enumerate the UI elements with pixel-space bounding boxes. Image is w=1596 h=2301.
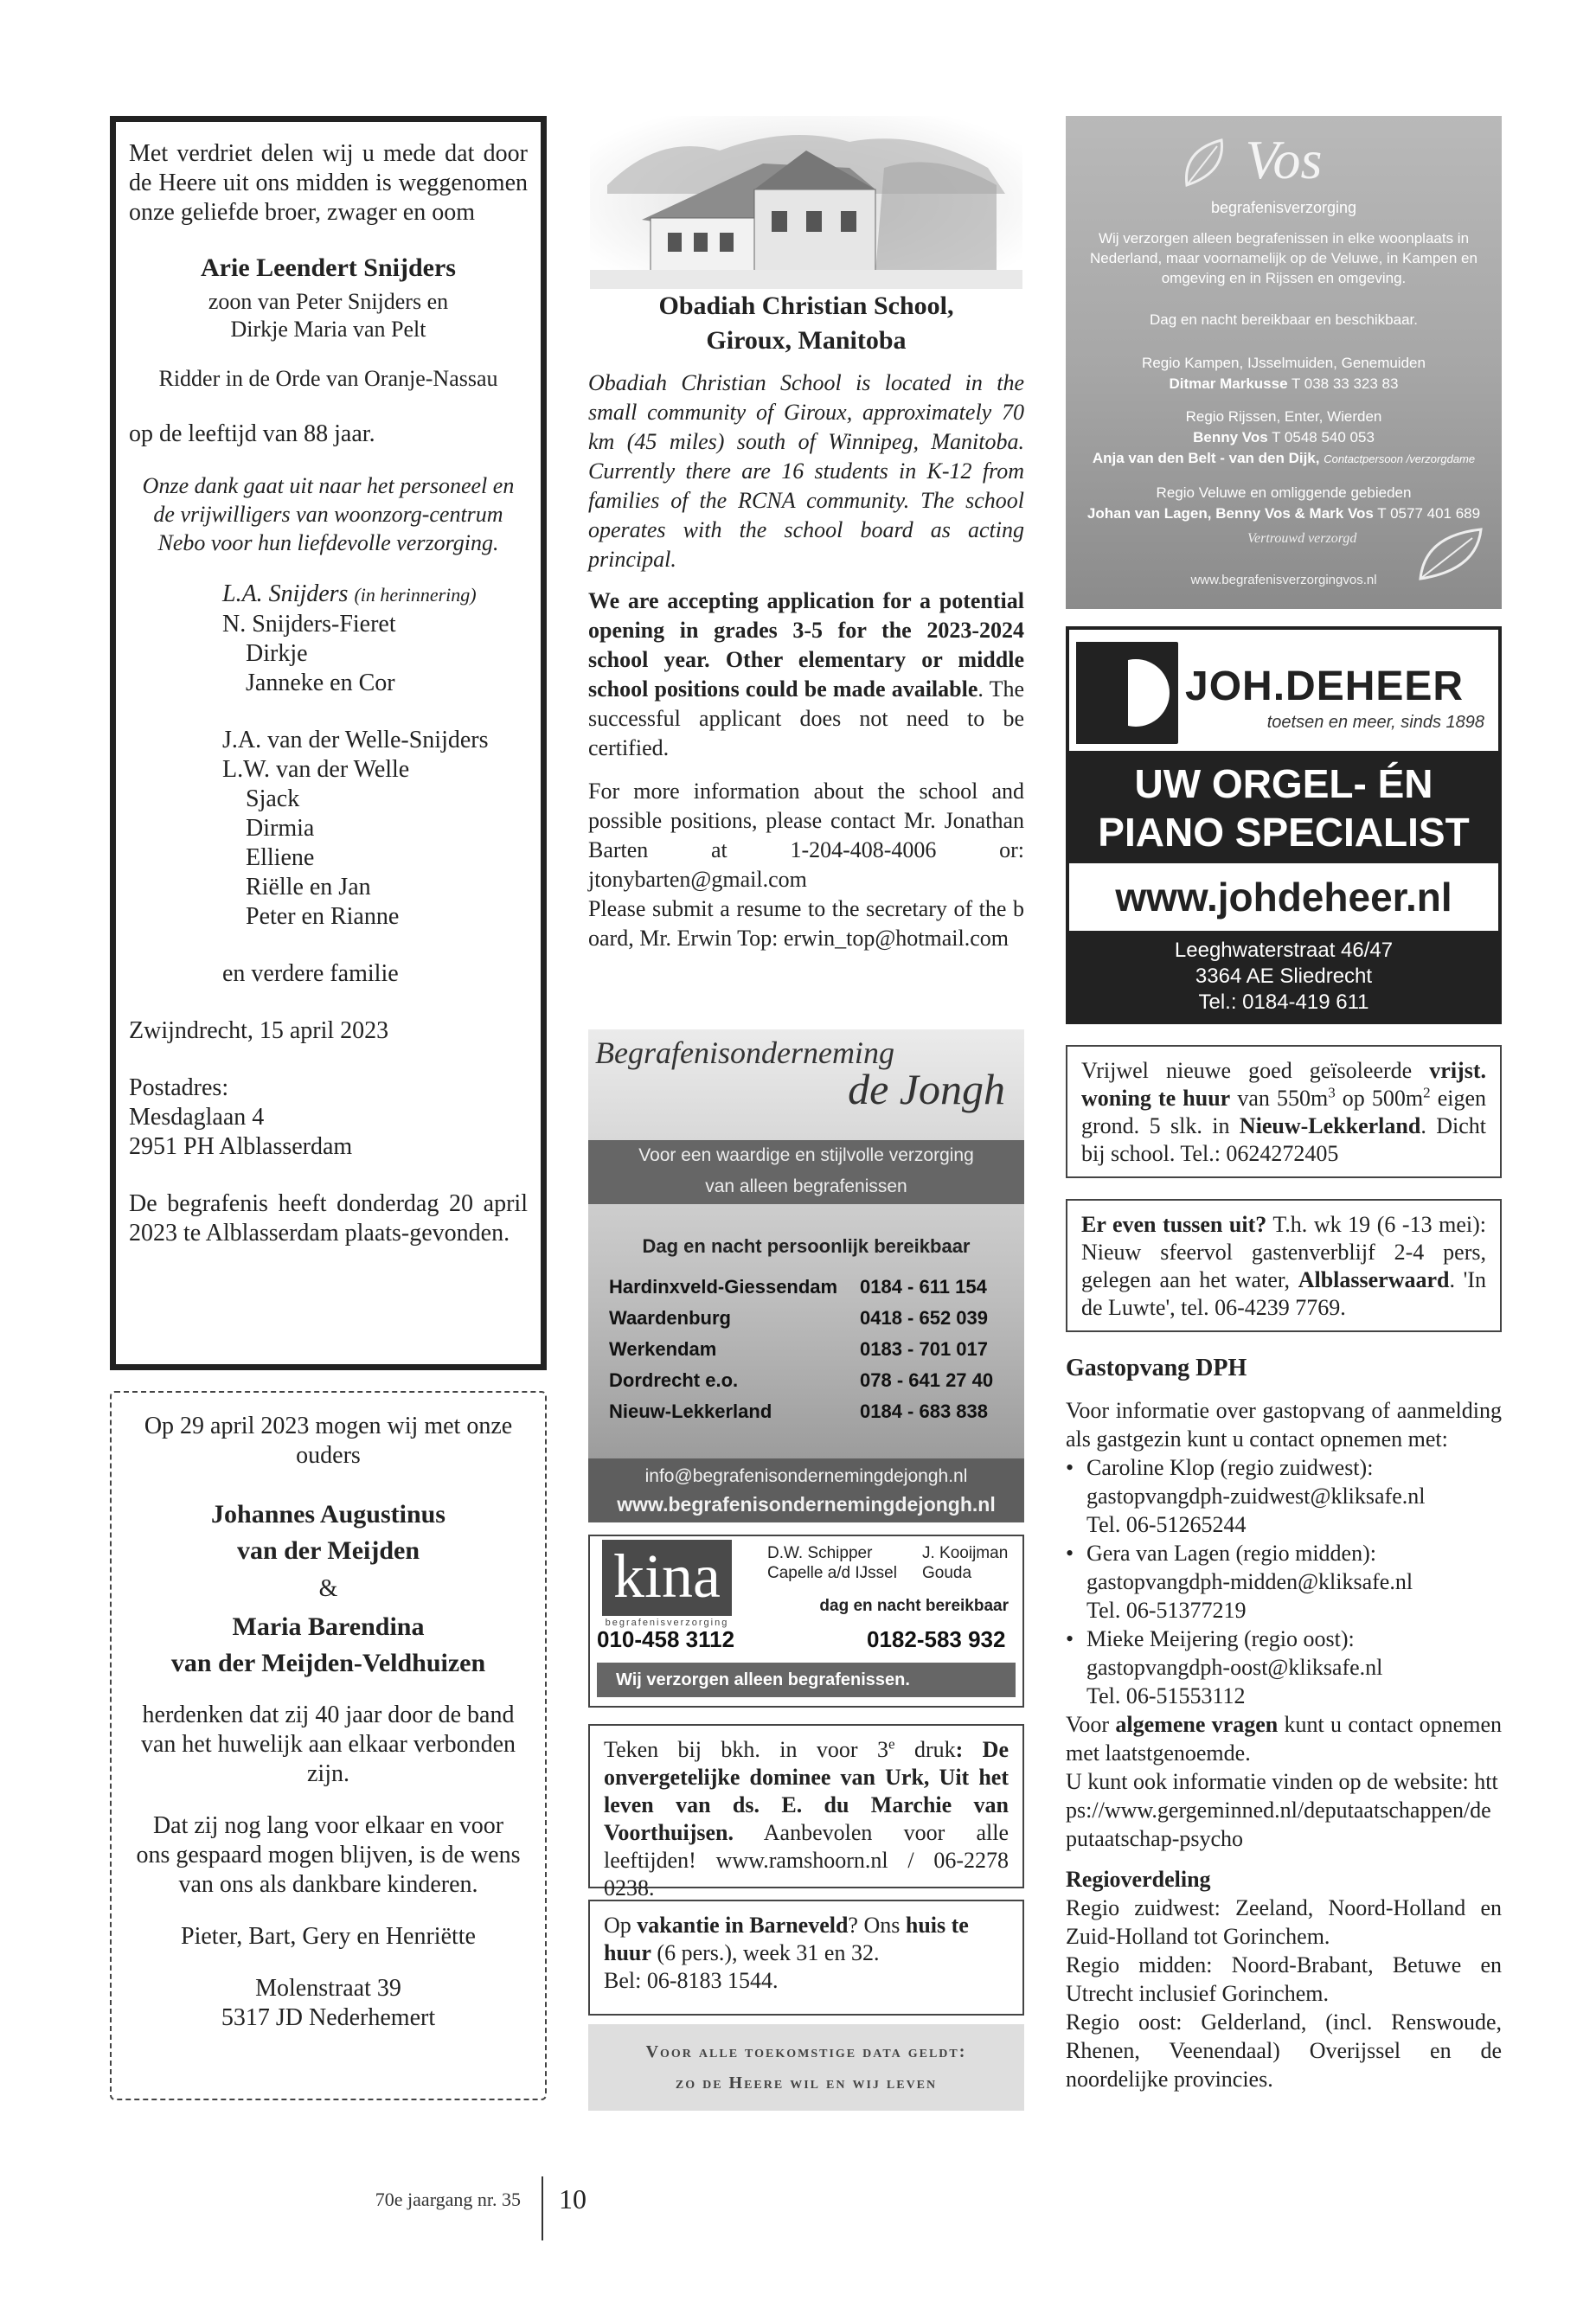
family-member: Peter en Rianne (246, 903, 400, 930)
ampersand: & (318, 1575, 338, 1602)
vos-phone: T 0577 401 689 (1377, 505, 1481, 522)
gastopvang-contact: • Gera van Lagen (regio midden): gastopvangdph-midden@kliksafe.nl Tel. 06-51377219 (1066, 1539, 1502, 1625)
school-submit: Please submit a resume to the secretary of the board, Mr. Erwin Top: erwin_top@hotmail.com (588, 896, 1024, 951)
spouse-name: van der Meijden (236, 1536, 420, 1565)
motto-box (588, 2024, 1024, 2111)
family-line: en verdere familie (222, 960, 399, 987)
gastopvang-contact: • Caroline Klop (regio zuidwest): gastopvangdph-zuidwest@kliksafe.nl Tel. 06-51265244 (1066, 1453, 1502, 1539)
family-member: N. Snijders-Fieret (222, 611, 396, 638)
vos-available: Dag en nacht bereikbaar en beschikbaar. (1150, 311, 1418, 328)
regio-line: Regio oost: Gelderland, (incl. Renswoude, Rhenen, Veenendaal) Overijssel en de noordelijke provincies. (1066, 2009, 1502, 2092)
family-member: Sjack (246, 785, 300, 812)
family-member: L.W. van der Welle (222, 756, 410, 783)
dejongh-row: Werkendam 0183 - 701 017 (609, 1338, 989, 1360)
page-footer (329, 2171, 1194, 2240)
kina-reachable: dag en nacht bereikbaar (819, 1597, 1009, 1615)
family-member: Dirmia (246, 815, 315, 842)
postal-line: Mesdaglaan 4 (129, 1104, 265, 1131)
vos-motto: Vertrouwd verzorgd (1247, 531, 1357, 546)
vos-text: Wij verzorgen alleen begrafenissen in elke woonplaats in Nederland, maar voornamelijk op de Veluwe, in Kampen en omgeving en in Rijssen en omgeving. (1090, 230, 1477, 286)
vos-contact: Anja van den Belt - van den Dijk, (1092, 450, 1320, 466)
dejongh-row: Waardenburg 0418 - 652 039 (609, 1307, 989, 1329)
funeral-note: De begrafenis heeft donderdag 20 april 2023 te Alblasserdam plaats-gevonden. (129, 1190, 528, 1247)
kina-phone: 0182-583 932 (867, 1626, 1006, 1652)
deheer-banner: PIANO SPECIALIST (1098, 810, 1470, 855)
rental-ad: Vrijwel nieuwe goed geïsoleerde vrijst. woning te huur van $550m^3$ op $500m^2$ eigen grond. 5 slk. in Nieuw-Lekkerland. Dicht bij school. Tel.: 0624272405 (1066, 1045, 1502, 1178)
postal-line: 2951 PH Alblasserdam (129, 1133, 353, 1160)
regio-title: Regioverdeling (1066, 1867, 1211, 1892)
vos-contact: Benny Vos (1193, 429, 1268, 445)
school-building-photo (590, 116, 1022, 289)
deheer-address: 3364 AE Sliedrecht (1195, 965, 1373, 988)
thanks: Onze dank gaat uit naar het personeel en de vrijwilligers van woonzorg-centrum Nebo voor hun liefdevolle verzorging. (142, 473, 515, 555)
vacancy-rest: . The successful applicant does not need to be certified. (588, 676, 1024, 760)
anniversary-meijden (110, 1391, 547, 2100)
obituary-snijders (110, 116, 547, 1370)
kina-bar: Wij verzorgen alleen begrafenissen. (597, 1663, 1016, 1697)
dejongh-tagline: Voor een waardige en stijlvolle verzorging (638, 1145, 974, 1165)
kina-ad (588, 1535, 1024, 1708)
spouse-name: Maria Barendina (232, 1612, 425, 1641)
deheer-banner: UW ORGEL- ÉN (1134, 761, 1433, 806)
vos-logo: Vos (1245, 129, 1323, 190)
guesthouse-ad: Er even tussen uit? T.h. wk 19 (6 -13 mei): Nieuw sfeervol gastenverblijf 2-4 pers, gelegen aan het water, Alblasserwaard. 'In de Luwte', tel. 06-4239 7769. (1066, 1199, 1502, 1332)
deheer-website[interactable]: www.johdeheer.nl (1115, 875, 1452, 920)
dejongh-row: Dordrecht e.o. 078 - 641 27 40 (609, 1369, 994, 1391)
vos-ad (1066, 116, 1502, 609)
parents-line-2: Dirkje Maria van Pelt (230, 317, 426, 342)
holiday-ad: Op vakantie in Barneveld? Ons huis te huur (6 pers.), week 31 en 32. Bel: 06-8183 1544. (588, 1900, 1024, 2016)
dejongh-brand-name: de Jongh (848, 1065, 1005, 1113)
general-questions: Voor algemene vragen kunt u contact opnemen met laatstgenoemde. (1066, 1712, 1502, 1766)
dejongh-website[interactable]: www.begrafenisondernemingdejongh.nl (617, 1493, 996, 1516)
school-title: Obadiah Christian School, (658, 292, 954, 320)
regio-line: Regio zuidwest: Zeeland, Noord-Holland en Zuid-Holland tot Gorinchem. (1066, 1895, 1502, 1949)
deheer-phone: Tel.: 0184-419 611 (1198, 990, 1369, 1014)
family-member: L.A. Snijders (222, 580, 349, 607)
vacancy-bold: We are accepting application for a potential opening in grades 3-5 for the 2023-2024 school year. Other elementary or middle school positions could be made available (588, 588, 1024, 702)
motto-line: zo de Heere wil en wij leven (675, 2073, 938, 2093)
gastopvang-website[interactable]: U kunt ook informatie vinden op de website: https://www.gergeminned.nl/deputaatschappen/deputaatschap-psycho (1066, 1769, 1498, 1851)
family-member: Janneke en Cor (246, 670, 395, 696)
dejongh-row: Hardinxveld-Giessendam 0184 - 611 154 (609, 1276, 987, 1298)
holiday-phone: Bel: 06-8183 1544. (604, 1968, 779, 1993)
anniversary-intro: Op 29 april 2023 mogen wij met onze ouders (144, 1413, 513, 1469)
footer-divider (542, 2176, 543, 2240)
vos-website[interactable]: www.begrafenisverzorgingvos.nl (1190, 573, 1377, 587)
postal-line: Postadres: (129, 1074, 229, 1101)
gastopvang-contact: • Mieke Meijering (regio oost): gastopvangdph-oost@kliksafe.nl Tel. 06-51553112 (1066, 1625, 1502, 1710)
family-member: Riëlle en Jan (246, 874, 371, 901)
vos-region: Regio Rijssen, Enter, Wierden (1185, 408, 1382, 425)
deheer-logo-mark (1076, 642, 1178, 744)
deheer-logo: JOH.DEHEER (1185, 663, 1465, 709)
gastopvang-title: Gastopvang DPH (1066, 1355, 1247, 1381)
deheer-ad (1066, 626, 1502, 1024)
school-ad (588, 289, 1024, 953)
spouse-name: van der Meijden-Veldhuizen (170, 1649, 486, 1677)
spouse-name: Johannes Augustinus (211, 1500, 445, 1529)
deheer-tagline: toetsen en meer, sinds 1898 (1266, 713, 1484, 732)
dejongh-row: Nieuw-Lekkerland 0184 - 683 838 (609, 1400, 989, 1422)
address-line: 5317 JD Nederhemert (221, 2004, 436, 2031)
honor: Ridder in de Orde van Oranje-Nassau (158, 366, 498, 391)
place-date: Zwijndrecht, 15 april 2023 (129, 1017, 389, 1044)
book-title: : De onvergetelijke dominee van Urk, Uit het leven van ds. E. du Marchie van Voorthuijsen. (604, 1737, 1009, 1845)
issue-label: 70e jaargang nr. 35 (375, 2189, 521, 2210)
motto-line: Voor alle toekomstige data geldt: (645, 2042, 967, 2061)
page-number: 10 (559, 2183, 586, 2214)
kina-contact-place: Gouda (922, 1564, 972, 1582)
vos-contact-note: Contactpersoon /verzorgdame (1324, 452, 1476, 465)
contact-email[interactable]: gastopvangdph-midden@kliksafe.nl (1086, 1569, 1413, 1594)
vos-phone: T 038 33 323 83 (1291, 375, 1399, 392)
anniversary-text: herdenken dat zij 40 jaar door de band van het huwelijk aan elkaar verbonden zijn. (140, 1702, 516, 1787)
kina-phone: 010-458 3112 (597, 1626, 735, 1652)
vos-region: Regio Veluwe en omliggende gebieden (1156, 484, 1412, 501)
dejongh-brand: Begrafenisonderneming (595, 1035, 894, 1070)
dejongh-ad (588, 1029, 1024, 1522)
vos-region: Regio Kampen, IJsselmuiden, Genemuiden (1142, 355, 1426, 371)
kina-logo-sub: begrafenisverzorging (605, 1618, 729, 1628)
vos-phone: T 0548 540 053 (1272, 429, 1375, 445)
regio-line: Regio midden: Noord-Brabant, Betuwe en Utrecht inclusief Gorinchem. (1066, 1952, 1502, 2006)
family-member: J.A. van der Welle-Snijders (222, 727, 489, 753)
kina-contact-name: D.W. Schipper (767, 1544, 873, 1562)
address-line: Molenstraat 39 (255, 1975, 401, 2002)
anniversary-wish: Dat zij nog lang voor elkaar en voor ons gespaard mogen blijven, is de wens van ons als dankbare kinderen. (136, 1812, 521, 1898)
family-member: Dirkje (246, 640, 308, 667)
kina-contact-name: J. Kooijman (922, 1544, 1009, 1562)
dejongh-tagline: van alleen begrafenissen (705, 1176, 907, 1196)
children-names: Pieter, Bart, Gery en Henriëtte (181, 1923, 476, 1950)
dejongh-heading: Dag en nacht persoonlijk bereikbaar (642, 1235, 971, 1257)
book-ad: Teken bij bkh. in voor 3e druk: De onvergetelijke dominee van Urk, Uit het leven van ds. E. du Marchie van Voorthuijsen. Aanbevolen voor alle leeftijden! www.ramshoorn.nl / 06-2278 0238. (588, 1724, 1024, 1888)
parents-line-1: zoon van Peter Snijders en (208, 289, 449, 314)
memory-note: (in herinnering) (354, 584, 477, 606)
school-intro: Obadiah Christian School is located in the small community of Giroux, approximately 70 km (45 miles) south of Winnipeg, Manitoba. Currently there are 16 students in K-12 from families of the RCNA community. The school operates with the school board as acting principal. (588, 370, 1024, 572)
dejongh-email[interactable]: info@begrafenisondernemingdejongh.nl (644, 1466, 968, 1486)
school-title: Giroux, Manitoba (706, 326, 907, 355)
deceased-name: Arie Leendert Snijders (201, 253, 456, 282)
kina-logo: kina (602, 1540, 732, 1616)
vos-contact: Ditmar Markusse (1169, 375, 1288, 392)
age: op de leeftijd van 88 jaar. (129, 420, 375, 447)
school-contact: For more information about the school and possible positions, please contact Mr. Jonathan Barten at 1-204-408-4006 or: jtonybarten@gmail.com (588, 779, 1024, 892)
obituary-intro: Met verdriet delen wij u mede dat door de Heere uit ons midden is weggenomen onze geliefde broer, zwager en oom (129, 140, 528, 226)
vos-subtitle: begrafenisverzorging (1210, 199, 1357, 216)
deheer-address: Leeghwaterstraat 46/47 (1174, 939, 1394, 962)
vos-contact: Johan van Lagen, Benny Vos & Mark Vos (1086, 505, 1374, 522)
gastopvang-intro: Voor informatie over gastopvang of aanmelding als gastgezin kunt u contact opnemen met: (1066, 1398, 1502, 1452)
kina-contact-place: Capelle a/d IJssel (767, 1564, 897, 1582)
school-vacancy (588, 586, 1024, 763)
postal-address (129, 1074, 528, 1162)
contact-email[interactable]: gastopvangdph-zuidwest@kliksafe.nl (1086, 1484, 1426, 1509)
contact-email[interactable]: gastopvangdph-oost@kliksafe.nl (1086, 1655, 1383, 1680)
gastopvang-section (1066, 1353, 1502, 2093)
family-member: Elliene (246, 844, 315, 871)
